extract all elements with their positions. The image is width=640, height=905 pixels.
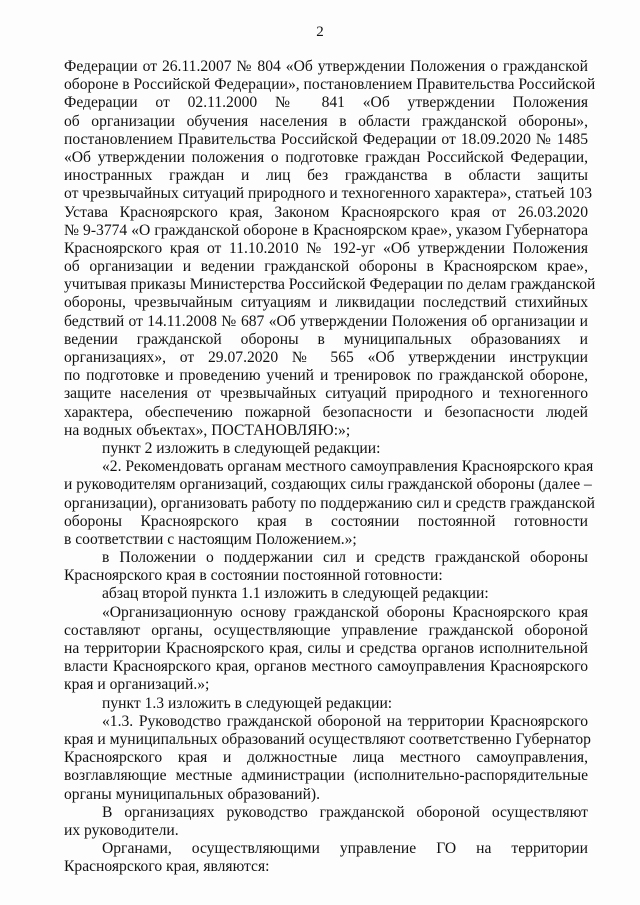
text-line: возглавляющие местные администрации (исполнительно-распорядительные bbox=[64, 767, 588, 785]
text-line: от чрезвычайных ситуаций природного и техногенного характера», статьей 103 bbox=[64, 185, 593, 203]
text-line: на территории Красноярского края, силы и средства органов исполнительной bbox=[64, 640, 588, 657]
text-line: составляют органы, осуществляющие управление гражданской обороной bbox=[64, 621, 588, 639]
text-line: «Об утверждении положения о подготовке граждан Российской Федерации, bbox=[64, 148, 588, 166]
text-line: на водных объектах», ПОСТАНОВЛЯЮ:»; bbox=[64, 421, 351, 439]
text-line: обороны, чрезвычайным ситуациям и ликвидации последствий стихийных bbox=[64, 294, 588, 312]
text-line: постановлением Правительства Российской Федерации от 18.09.2020 № 1485 bbox=[64, 130, 588, 148]
text-line: пункт 2 изложить в следующей редакции: bbox=[102, 439, 381, 457]
text-line: их руководители. bbox=[64, 821, 179, 839]
text-line: власти Красноярского края, органов местного самоуправления Красноярского bbox=[64, 658, 588, 676]
text-line: в Положении о поддержании сил и средств гражданской обороны bbox=[102, 549, 588, 567]
page-number: 2 bbox=[316, 24, 324, 40]
text-line: иностранных граждан и лиц без гражданства в области защиты bbox=[64, 167, 588, 185]
text-line: Красноярского края, являются: bbox=[64, 858, 270, 876]
text-line: Красноярского края в состоянии постоянной готовности: bbox=[64, 567, 443, 585]
text-line: в соответствии с настоящим Положением.»; bbox=[64, 530, 357, 548]
text-line: бедствий от 14.11.2008 № 687 «Об утверждении Положения об организации и bbox=[64, 312, 588, 330]
text-line: и руководителям организаций, создающих силы гражданской обороны (далее – bbox=[64, 476, 592, 494]
text-line: «Организационную основу гражданской обороны Красноярского края bbox=[102, 603, 588, 621]
text-line: об организации и ведении гражданской обороны в Красноярском крае», bbox=[64, 258, 588, 276]
text-line: Федерации от 02.11.2000 № 841 «Об утверждении Положения bbox=[64, 94, 588, 112]
text-line: по подготовке и проведению учений и тренировок по гражданской обороне, bbox=[64, 367, 588, 385]
text-line: № 9-3774 «О гражданской обороне в Красноярском крае», указом Губернатора bbox=[64, 221, 588, 239]
text-line: организациях», от 29.07.2020 № 565 «Об утверждении инструкции bbox=[64, 349, 588, 366]
text-line: учитывая приказы Министерства Российской Федерации по делам гражданской bbox=[64, 276, 596, 294]
text-line: Красноярского края и должностные лица местного самоуправления, bbox=[64, 749, 588, 767]
document-body bbox=[64, 58, 596, 876]
text-line: Устава Красноярского края, Законом Красноярского края от 26.03.2020 bbox=[64, 203, 588, 221]
text-line: обороне в Российской Федерации», постановлением Правительства Российской bbox=[64, 76, 596, 94]
text-line: края и муниципальных образований осуществляют соответственно Губернатор bbox=[64, 730, 591, 748]
text-line: органы муниципальных образований). bbox=[64, 785, 321, 803]
text-line: края и организаций.»; bbox=[64, 676, 210, 694]
text-line: «1.3. Руководство гражданской обороной на территории Красноярского bbox=[102, 712, 588, 730]
text-line: Красноярского края от 11.10.2010 № 192-уг «Об утверждении Положения bbox=[64, 239, 588, 257]
text-line: «2. Рекомендовать органам местного самоуправления Красноярского края bbox=[102, 458, 594, 476]
text-line: защите населения от чрезвычайных ситуаций природного и техногенного bbox=[64, 385, 588, 403]
text-line: ведении гражданской обороны в муниципальных образованиях и bbox=[64, 330, 588, 348]
text-line: обороны Красноярского края в состоянии постоянной готовности bbox=[64, 512, 588, 530]
text-line: В организациях руководство гражданской обороной осуществляют bbox=[102, 803, 588, 821]
text-line: организации), организовать работу по поддержанию сил и средств гражданской bbox=[64, 494, 595, 512]
text-line: характера, обеспечению пожарной безопасности и безопасности людей bbox=[64, 403, 588, 421]
text-line: Органами, осуществляющими управление ГО на территории bbox=[102, 840, 588, 858]
text-line: пункт 1.3 изложить в следующей редакции: bbox=[102, 694, 393, 712]
text-line: об организации обучения населения в области гражданской обороны», bbox=[64, 112, 588, 130]
text-line: абзац второй пункта 1.1 изложить в следующей редакции: bbox=[102, 585, 489, 603]
text-line: Федерации от 26.11.2007 № 804 «Об утверждении Положения о гражданской bbox=[64, 58, 588, 75]
